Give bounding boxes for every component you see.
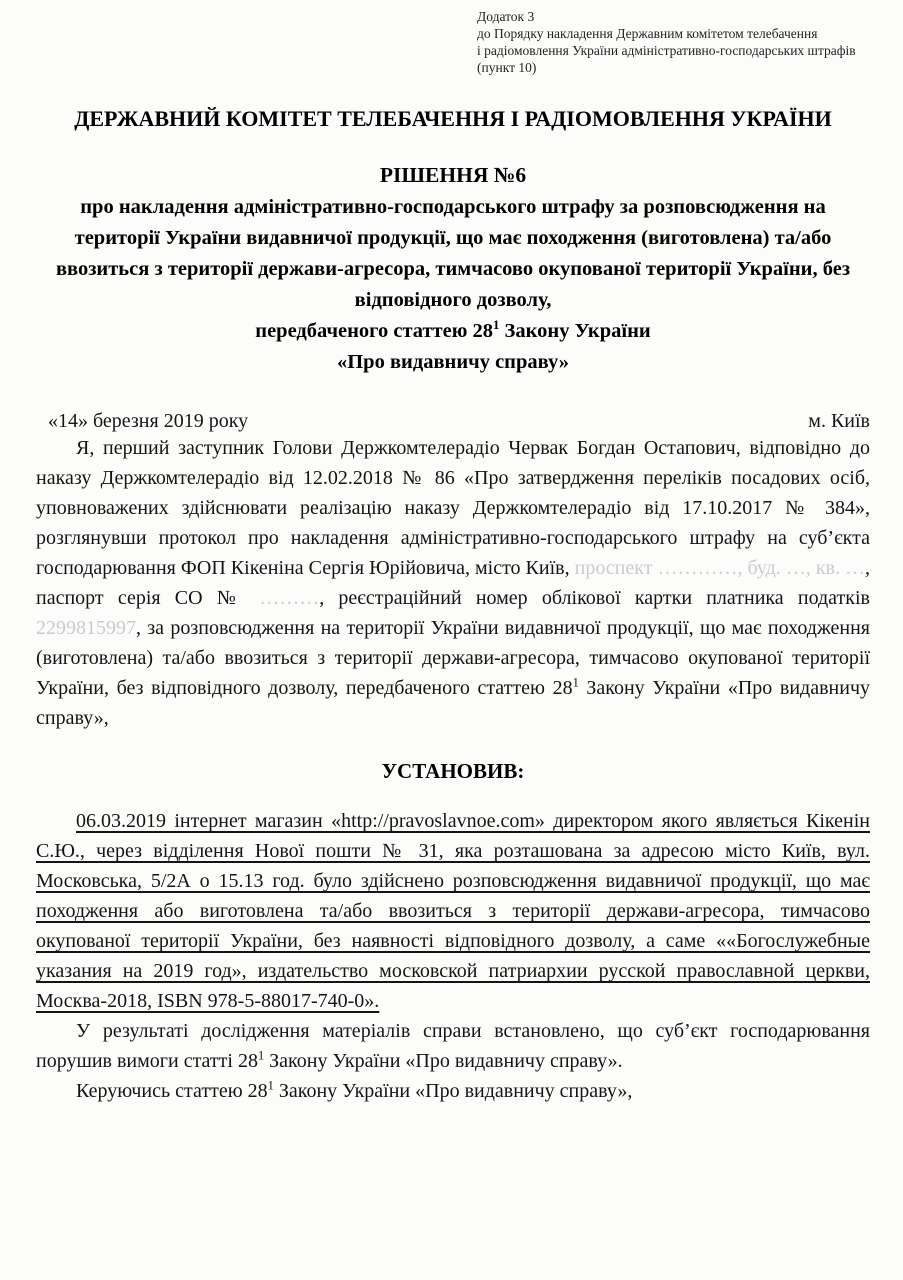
- decision-subtitle-law-name: «Про видавничу справу»: [336, 351, 570, 373]
- facts-paragraph: [36, 806, 870, 1016]
- decision-subtitle-text: про накладення адміністративно-господарського штрафу за розповсюдження на території України видавничої продукції, що має походження (виготовлена) та/або ввозиться з території держави-агресора, тимчасово окупованої території України, без відповідного дозволу,: [55, 196, 851, 311]
- decision-subtitle-article: передбаченого статтею $28^1$ Закону України: [255, 318, 651, 342]
- article-superscript: 1: [493, 318, 500, 333]
- closing-paragraph: Керуючись статтею $28^1$ Закону України «Про видавничу справу»,: [76, 1078, 633, 1102]
- decision-number-heading: РІШЕННЯ №6: [379, 163, 527, 187]
- intro-paragraph: Я, перший заступник Голови Держкомтелерадіо Червак Богдан Остапович, відповідно до наказу Держкомтелерадіо від 12.02.2018 № 86 «Про затвердження переліків посадових осіб, уповноважених здійснювати реалізацію наказу Держкомтелерадіо від 17.10.2017 № 384», розглянувши протокол про накладення адміністративно-господарського штрафу на суб’єкта господарювання ФОП Кікеніна Сергія Юрійовича, місто Київ, проспект …………, буд. …, кв. …, паспорт серія СО № ………, реєстраційний номер облікової картки платника податків 2299815997, за розповсюдження на території України видавничої продукції, що має походження (виготовлена) та/або ввозиться з території держави-агресора, тимчасово окупованої території України, без відповідного дозволу, передбаченого статтею $28^1$ Закону України «Про видавничу справу»,: [36, 437, 871, 729]
- annex-line: і радіомовлення України адміністративно-господарських штрафів: [477, 43, 856, 58]
- annex-line: (пункт 10): [477, 60, 537, 75]
- annex-reference: [477, 8, 870, 76]
- decision-subtitle: [36, 192, 870, 378]
- article-superscript: 1: [267, 1078, 274, 1093]
- article-superscript: 1: [257, 1048, 265, 1063]
- redacted-tax-number: 2299815997: [36, 617, 136, 639]
- annex-line: Додаток 3: [477, 9, 535, 24]
- redacted-passport-number: ………: [259, 587, 320, 609]
- annex-line: до Порядку накладення Державним комітетом телебачення: [477, 26, 818, 41]
- article-superscript: 1: [572, 675, 579, 690]
- organization-title: ДЕРЖАВНИЙ КОМІТЕТ ТЕЛЕБАЧЕННЯ І РАДІОМОВЛЕННЯ УКРАЇНИ: [74, 106, 832, 131]
- underlined-facts-text: 06.03.2019 інтернет магазин «http://pravoslavnoe.com» директором якого являється Кікенін С.Ю., через відділення Нової пошти № 31, яка розташована за адресою місто Київ, вул. Московська, 5/2А о 15.13 год. було здійснено розповсюдження видавничої продукції, що має походження або виготовлена та/або ввозиться з території держави-агресора, тимчасово окупованої території України, без наявності відповідного дозволу, а саме ««Богослужебные указания на 2019 год», издательство московской патриархии русской православной церкви, Москва-2018, ISBN 978-5-88017-740-0».: [36, 810, 870, 1012]
- document-date: «14» березня 2019 року: [48, 410, 249, 432]
- resolution-heading: УСТАНОВИВ:: [381, 759, 525, 783]
- result-paragraph: У результаті дослідження матеріалів справи встановлено, що суб’єкт господарювання порушив вимоги статті $28^1$ Закону України «Про видавничу справу».: [36, 1020, 870, 1072]
- date-place-row: [36, 410, 870, 433]
- document-place: м. Київ: [808, 410, 870, 432]
- redacted-address: проспект …………, буд. …, кв. …: [574, 557, 865, 579]
